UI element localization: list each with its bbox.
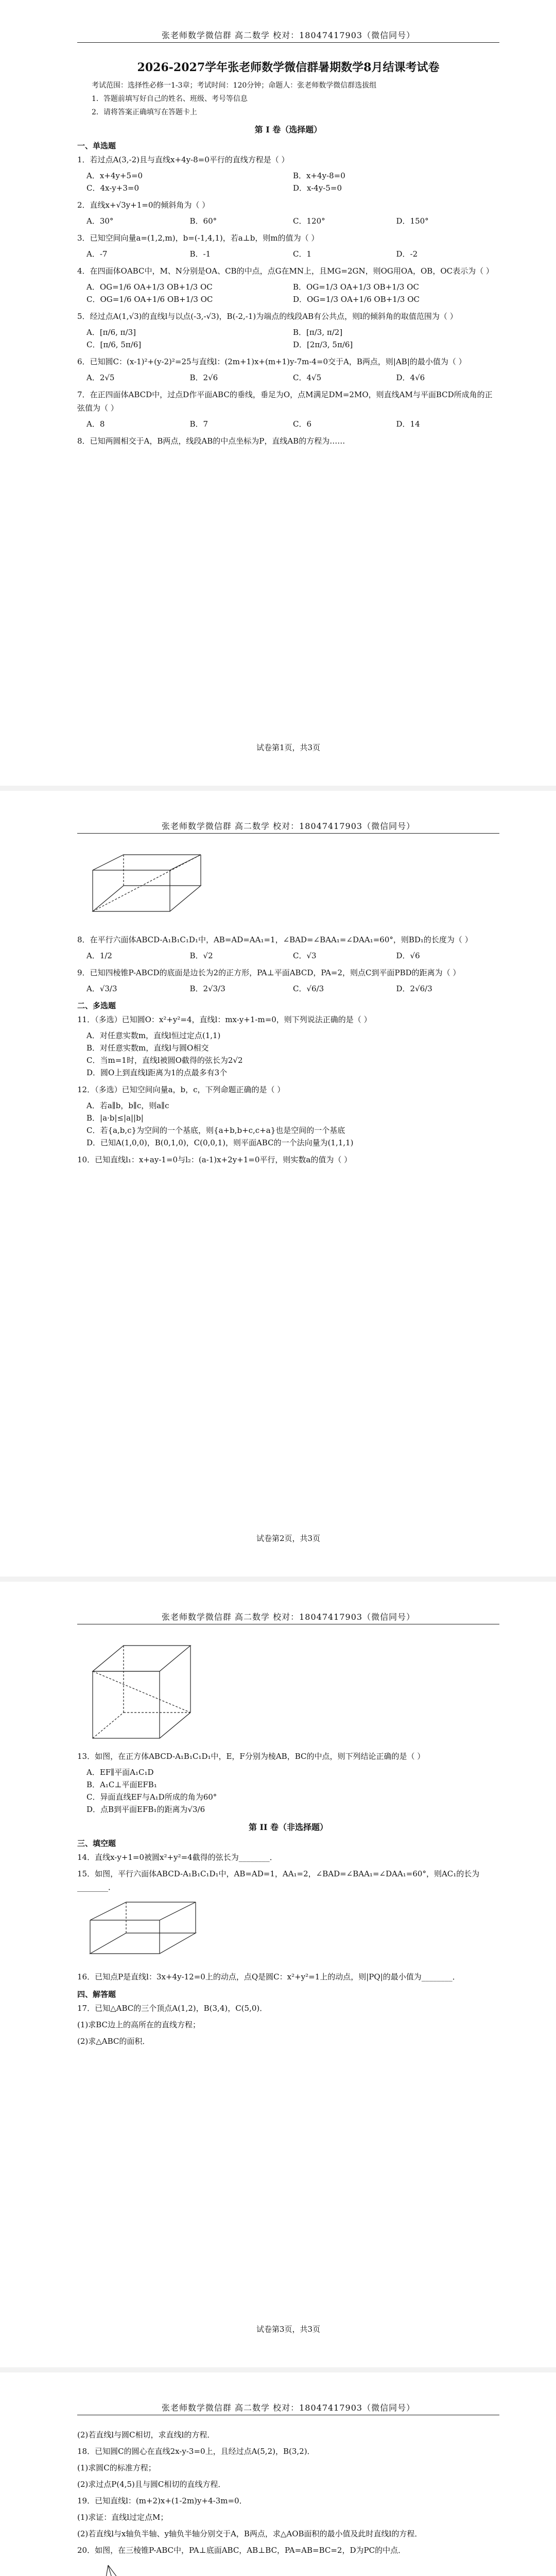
header-rule (77, 833, 499, 834)
section-heading: 二、多选题 (77, 1001, 116, 1010)
sub-question: (2)若直线l与圆C相切，求直线l的方程． (77, 2430, 215, 2439)
question: 15．如图，平行六面体ABCD-A₁B₁C₁D₁中，AB=AD=1，AA₁=2，∠BAD=∠BAA₁=∠DAA₁=60°，则AC₁的长为________． (77, 1869, 480, 1892)
options (86, 1029, 499, 1079)
option[interactable]: D．4√6 (396, 373, 425, 382)
sub-question: (1)求圆C的标准方程； (77, 2463, 156, 2472)
option[interactable]: D．已知A(1,0,0)，B(0,1,0)，C(0,0,1)，则平面ABC的一个法向量为(1,1,1) (86, 1138, 354, 1147)
option[interactable]: A．x+4y+5=0 (86, 171, 143, 180)
option[interactable]: B．2√6 (189, 373, 218, 382)
section-heading: 三、填空题 (77, 1839, 116, 1848)
option[interactable]: C．4x-y+3=0 (86, 183, 139, 193)
option[interactable]: B．OG=1/3 OA+1/3 OB+1/3 OC (293, 282, 419, 292)
options (86, 281, 499, 306)
question: 3．已知空间向量a=(1,2,m)，b=(-1,4,1)，若a⊥b，则m的值为（ ） (77, 233, 319, 243)
option[interactable]: B．[π/3, π/2] (293, 328, 343, 337)
option[interactable]: A．8 (86, 419, 105, 429)
parallelepiped-figure (82, 1897, 499, 1966)
page-header: 张老师数学微信群 高二数学 校对：18047417903（微信同号） (161, 821, 415, 831)
exam-notice: 1．答题前填写好自己的姓名、班级、考号等信息 (92, 95, 248, 103)
question: 17．已知△ABC的三个顶点A(1,2)，B(3,4)，C(5,0)． (77, 2004, 268, 2013)
question: 13．如图，在正方体ABCD-A₁B₁C₁D₁中，E，F分别为棱AB，BC的中点，则下列结论正确的是（ ） (77, 1752, 425, 1761)
option[interactable]: C．[π/6, 5π/6] (86, 340, 142, 349)
parallelepiped-figure (82, 850, 499, 929)
option[interactable]: C．√3 (293, 951, 317, 960)
page-footer: 试卷第1页，共3页 (256, 743, 321, 752)
option[interactable]: B．对任意实数m，直线l与圆O相交 (86, 1043, 209, 1053)
option[interactable]: B．x+4y-8=0 (293, 171, 345, 180)
option[interactable]: A．对任意实数m，直线l恒过定点(1,1) (86, 1031, 221, 1040)
option[interactable]: C．4√5 (293, 373, 322, 382)
question: 20．如图，在三棱锥P-ABC中，PA⊥底面ABC，AB⊥BC，PA=AB=BC=2，D为PC的中点． (77, 2546, 406, 2555)
page-footer: 试卷第2页，共3页 (256, 1534, 321, 1543)
option[interactable]: D．2√6/3 (396, 984, 432, 993)
question: 2．直线x+√3y+1=0的倾斜角为（ ） (77, 200, 210, 210)
exam-title: 2026-2027学年张老师数学微信群暑期数学8月结课考试卷 (137, 61, 440, 74)
option[interactable]: C．异面直线EF与A₁D所成的角为60° (86, 1792, 217, 1802)
question: 14．直线x-y+1=0被圆x²+y²=4截得的弦长为________． (77, 1853, 277, 1862)
option[interactable]: A．30° (86, 216, 114, 226)
option[interactable]: D．150° (396, 216, 429, 226)
page-header: 张老师数学微信群 高二数学 校对：18047417903（微信同号） (161, 2403, 415, 2413)
option[interactable]: A．2√5 (86, 373, 115, 382)
sub-question: (2)若直线l与x轴负半轴、y轴负半轴分别交于A，B两点，求△AOB面积的最小值及此时直线l的方程． (77, 2529, 423, 2538)
question: 8．在平行六面体ABCD-A₁B₁C₁D₁中，AB=AD=AA₁=1，∠BAD=∠BAA₁=∠DAA₁=60°，则BD₁的长度为（ ） (77, 935, 473, 944)
option[interactable]: D．圆O上到直线l距离为1的点最多有3个 (86, 1068, 228, 1077)
option[interactable]: A．OG=1/6 OA+1/3 OB+1/3 OC (86, 282, 213, 292)
header-rule (77, 42, 499, 43)
page-header: 张老师数学微信群 高二数学 校对：18047417903（微信同号） (161, 1612, 415, 1622)
sub-question: (1)求BC边上的高所在的直线方程； (77, 2020, 201, 2029)
options (86, 982, 499, 995)
sub-question: (2)求△ABC的面积． (77, 2037, 150, 2046)
option[interactable]: B．√2 (189, 951, 213, 960)
page-4 (0, 2372, 556, 2576)
option[interactable]: D．点B到平面EFB₁的距离为√3/6 (86, 1805, 205, 1814)
option[interactable]: C．120° (293, 216, 325, 226)
option[interactable]: A．-7 (86, 249, 108, 259)
options (86, 950, 499, 962)
option[interactable]: B．60° (189, 216, 217, 226)
exam-notice: 考试范围：选择性必修一1-3章；考试时间：120分钟；命题人：张老师数学微信群选拔组 (92, 81, 377, 90)
options (86, 215, 499, 227)
option[interactable]: C．当m=1时，直线l被圆O截得的弦长为2√2 (86, 1056, 243, 1065)
question: 10．已知直线l₁：x+ay-1=0与l₂：(a-1)x+2y+1=0平行，则实数a的值为（ ） (77, 1155, 352, 1164)
question: 7．在正四面体ABCD中，过点D作平面ABC的垂线，垂足为O，点M满足DM=2MO，则直线AM与平面BCD所成角的正弦值为（ ） (77, 390, 493, 413)
options (86, 326, 499, 351)
option[interactable]: A．[π/6, π/3] (86, 328, 136, 337)
option[interactable]: C．1 (293, 249, 312, 259)
option[interactable]: B．|a·b|≤|a||b| (86, 1113, 144, 1123)
option[interactable]: C．OG=1/6 OA+1/6 OB+1/3 OC (86, 295, 213, 304)
question: 18．已知圆C的圆心在直线2x-y-3=0上，且经过点A(5,2)，B(3,2)． (77, 2447, 315, 2456)
option[interactable]: B．7 (189, 419, 208, 429)
option[interactable]: D．x-4y-5=0 (293, 183, 342, 193)
question: 5．经过点A(1,√3)的直线l与以点(-3,-√3)，B(-2,-1)为端点的线段AB有公共点，则l的倾斜角的取值范围为（ ） (77, 312, 458, 321)
option[interactable]: D．√6 (396, 951, 420, 960)
question: 19．已知直线l：(m+2)x+(1-2m)y+4-3m=0． (77, 2496, 247, 2505)
options (86, 1766, 499, 1816)
option[interactable]: D．[2π/3, 5π/6] (293, 340, 353, 349)
option[interactable]: C．√6/3 (293, 984, 324, 993)
exam-notice: 2．请将答案正确填写在答题卡上 (92, 108, 197, 116)
question: 6．已知圆C：(x-1)²+(y-2)²=25与直线l：(2m+1)x+(m+1)y-7m-4=0交于A，B两点，则|AB|的最小值为（ ） (77, 357, 466, 366)
options (86, 371, 499, 384)
option[interactable]: D．OG=1/3 OA+1/6 OB+1/3 OC (293, 295, 420, 304)
option[interactable]: B．2√3/3 (189, 984, 225, 993)
page-footer: 试卷第3页，共3页 (256, 2325, 321, 2334)
question: 8．已知两圆相交于A，B两点，线段AB的中点坐标为P，直线AB的方程为…… (77, 436, 345, 446)
page-1 (0, 0, 556, 786)
option[interactable]: D．-2 (396, 249, 418, 259)
options (86, 1099, 499, 1149)
question: 12．（多选）已知空间向量a，b，c，下列命题正确的是（ ） (77, 1085, 285, 1094)
question: 4．在四面体OABC中，M、N分别是OA、CB的中点，点G在MN上，且MG=2GN，则OG用OA，OB，OC表示为（ ） (77, 266, 494, 276)
option[interactable]: C．若{a,b,c}为空间的一个基底，则{a+b,b+c,c+a}也是空间的一个基底 (86, 1126, 345, 1135)
option[interactable]: A．EF∥平面A₁C₁D (86, 1768, 154, 1777)
question: 9．已知四棱锥P-ABCD的底面是边长为2的正方形，PA⊥平面ABCD，PA=2，则点C到平面PBD的距离为（ ） (77, 968, 461, 977)
question: 16．已知点P是直线l：3x+4y-12=0上的动点，点Q是圆C：x²+y²=1上的动点，则|PQ|的最小值为________． (77, 1972, 460, 1981)
option[interactable]: A．若a∥b，b∥c，则a∥c (86, 1101, 169, 1110)
option[interactable]: C．6 (293, 419, 312, 429)
option[interactable]: B．A₁C⊥平面EFB₁ (86, 1780, 157, 1789)
part-heading: 第 II 卷（非选择题） (248, 1822, 328, 1832)
options (86, 170, 499, 194)
page-3 (0, 1582, 556, 2367)
pyramid-figure (82, 2560, 499, 2576)
page-header: 张老师数学微信群 高二数学 校对：18047417903（微信同号） (161, 30, 415, 40)
part-heading: 第 I 卷（选择题） (254, 125, 322, 134)
section-heading: 四、解答题 (77, 1990, 116, 1999)
question: 1．若过点A(3,-2)且与直线x+4y-8=0平行的直线方程是（ ） (77, 155, 289, 164)
option[interactable]: A．√3/3 (86, 984, 117, 993)
question: 11．（多选）已知圆O：x²+y²=4，直线l：mx-y+1-m=0，则下列说法正确的是（ ） (77, 1015, 372, 1024)
option[interactable]: B．-1 (189, 249, 211, 259)
options (86, 418, 499, 430)
section-heading: 一、单选题 (77, 141, 116, 150)
option[interactable]: A．1/2 (86, 951, 112, 960)
sub-question: (1)求证：直线l过定点M； (77, 2513, 168, 2522)
option[interactable]: D．14 (396, 419, 420, 429)
sub-question: (2)求过点P(4,5)且与圆C相切的直线方程． (77, 2480, 226, 2489)
page-2 (0, 791, 556, 1577)
options (86, 248, 499, 260)
cube-figure (82, 1640, 499, 1745)
